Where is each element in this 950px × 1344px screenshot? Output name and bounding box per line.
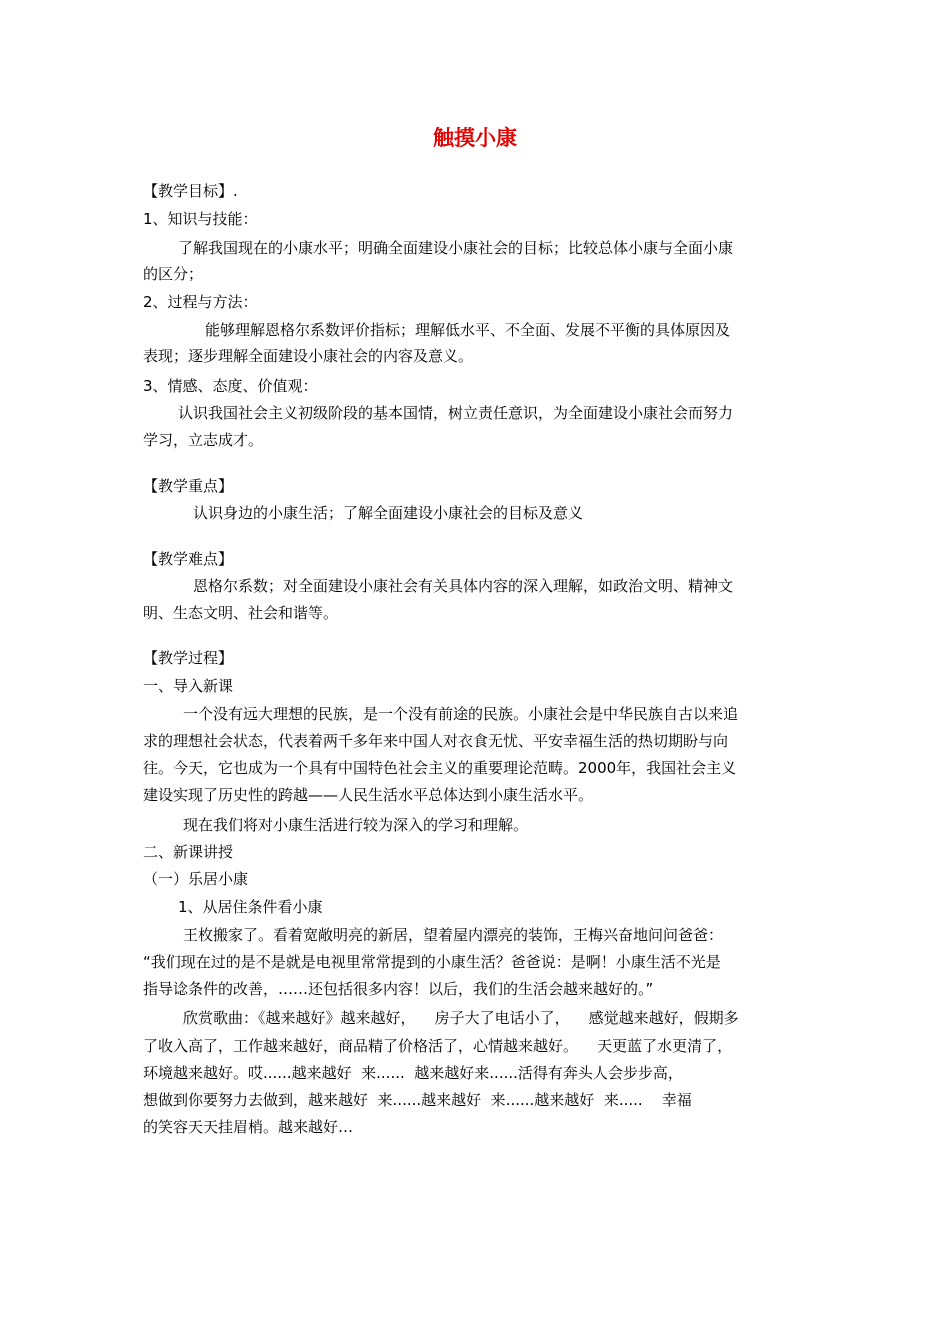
process-method-line-1: 能够理解恩格尔系数评价指标；理解低水平、不全面、发展不平衡的具体原因及: [205, 321, 731, 339]
process-method-heading: 2、过程与方法：: [143, 293, 258, 311]
process-method-line-2: 表现；逐步理解全面建设小康社会的内容及意义。: [143, 347, 474, 365]
song-line-1: 欣赏歌曲：《越来越好》越来越好， 房子大了电话小了， 感觉越来越好，假期多: [183, 1009, 739, 1027]
intro-line-2: 求的理想社会状态，代表着两千多年来中国人对衣食无忧、平安幸福生活的热切期盼与向: [143, 732, 729, 750]
page-title: 触摸小康: [433, 126, 517, 150]
values-line-1: 认识我国社会主义初级阶段的基本国情，树立责任意识，为全面建设小康社会而努力: [178, 404, 734, 422]
keypoints-heading: 【教学重点】: [143, 477, 234, 495]
difficulties-line-1: 恩格尔系数；对全面建设小康社会有关具体内容的深入理解，如政治文明、精神文: [193, 577, 734, 595]
difficulties-line-2: 明、生态文明、社会和谐等。: [143, 604, 339, 622]
objectives-heading: 【教学目标】.: [143, 182, 238, 200]
intro-line-1: 一个没有远大理想的民族，是一个没有前途的民族。小康社会是中华民族自古以来追: [183, 705, 739, 723]
story-line-3: 指导谂条件的改善，……还包括很多内容！以后，我们的生活会越来越好的。”: [143, 980, 654, 998]
intro-line-3: 往。今天，它也成为一个具有中国特色社会主义的重要理论范畴。2000年，我国社会主义: [143, 759, 737, 777]
song-line-4: 想做到你要努力去做到，越来越好 来......越来越好 来......越来越好 来..... 幸福: [143, 1091, 692, 1109]
new-lesson-heading: 二、新课讲授: [143, 843, 234, 861]
subsection-item-1: 1、从居住条件看小康: [178, 898, 323, 916]
values-line-2: 学习，立志成才。: [143, 431, 264, 449]
subsection-heading: （一）乐居小康: [143, 870, 249, 888]
intro-line-4: 建设实现了历史性的跨越——人民生活水平总体达到小康生活水平。: [143, 786, 594, 804]
song-line-5: 的笑容天天挂眉梢。越来越好…: [143, 1118, 354, 1136]
keypoints-line-1: 认识身边的小康生活；了解全面建设小康社会的目标及意义: [193, 504, 584, 522]
song-line-2: 了收入高了，工作越来越好，商品精了价格活了，心情越来越好。 天更蓝了水更清了，: [143, 1037, 733, 1055]
values-heading: 3、情感、态度、价值观：: [143, 377, 318, 395]
knowledge-skills-heading: 1、知识与技能：: [143, 210, 258, 228]
process-heading: 【教学过程】: [143, 649, 234, 667]
intro-line-5: 现在我们将对小康生活进行较为深入的学习和理解。: [183, 816, 529, 834]
story-line-2: “我们现在过的是不是就是电视里常常提到的小康生活？爸爸说：是啊！小康生活不光是: [143, 953, 721, 971]
difficulties-heading: 【教学难点】: [143, 550, 234, 568]
story-line-1: 王枚搬家了。看着宽敞明亮的新居，望着屋内漂亮的装饰，王梅兴奋地问问爸爸：: [183, 926, 724, 944]
intro-heading: 一、导入新课: [143, 677, 234, 695]
song-line-3: 环境越来越好。哎......越来越好 来...... 越来越好来......活得有奔头人会步步高，: [143, 1064, 683, 1082]
knowledge-line-2: 的区分；: [143, 265, 204, 283]
knowledge-line-1: 了解我国现在的小康水平；明确全面建设小康社会的目标；比较总体小康与全面小康: [178, 239, 734, 257]
